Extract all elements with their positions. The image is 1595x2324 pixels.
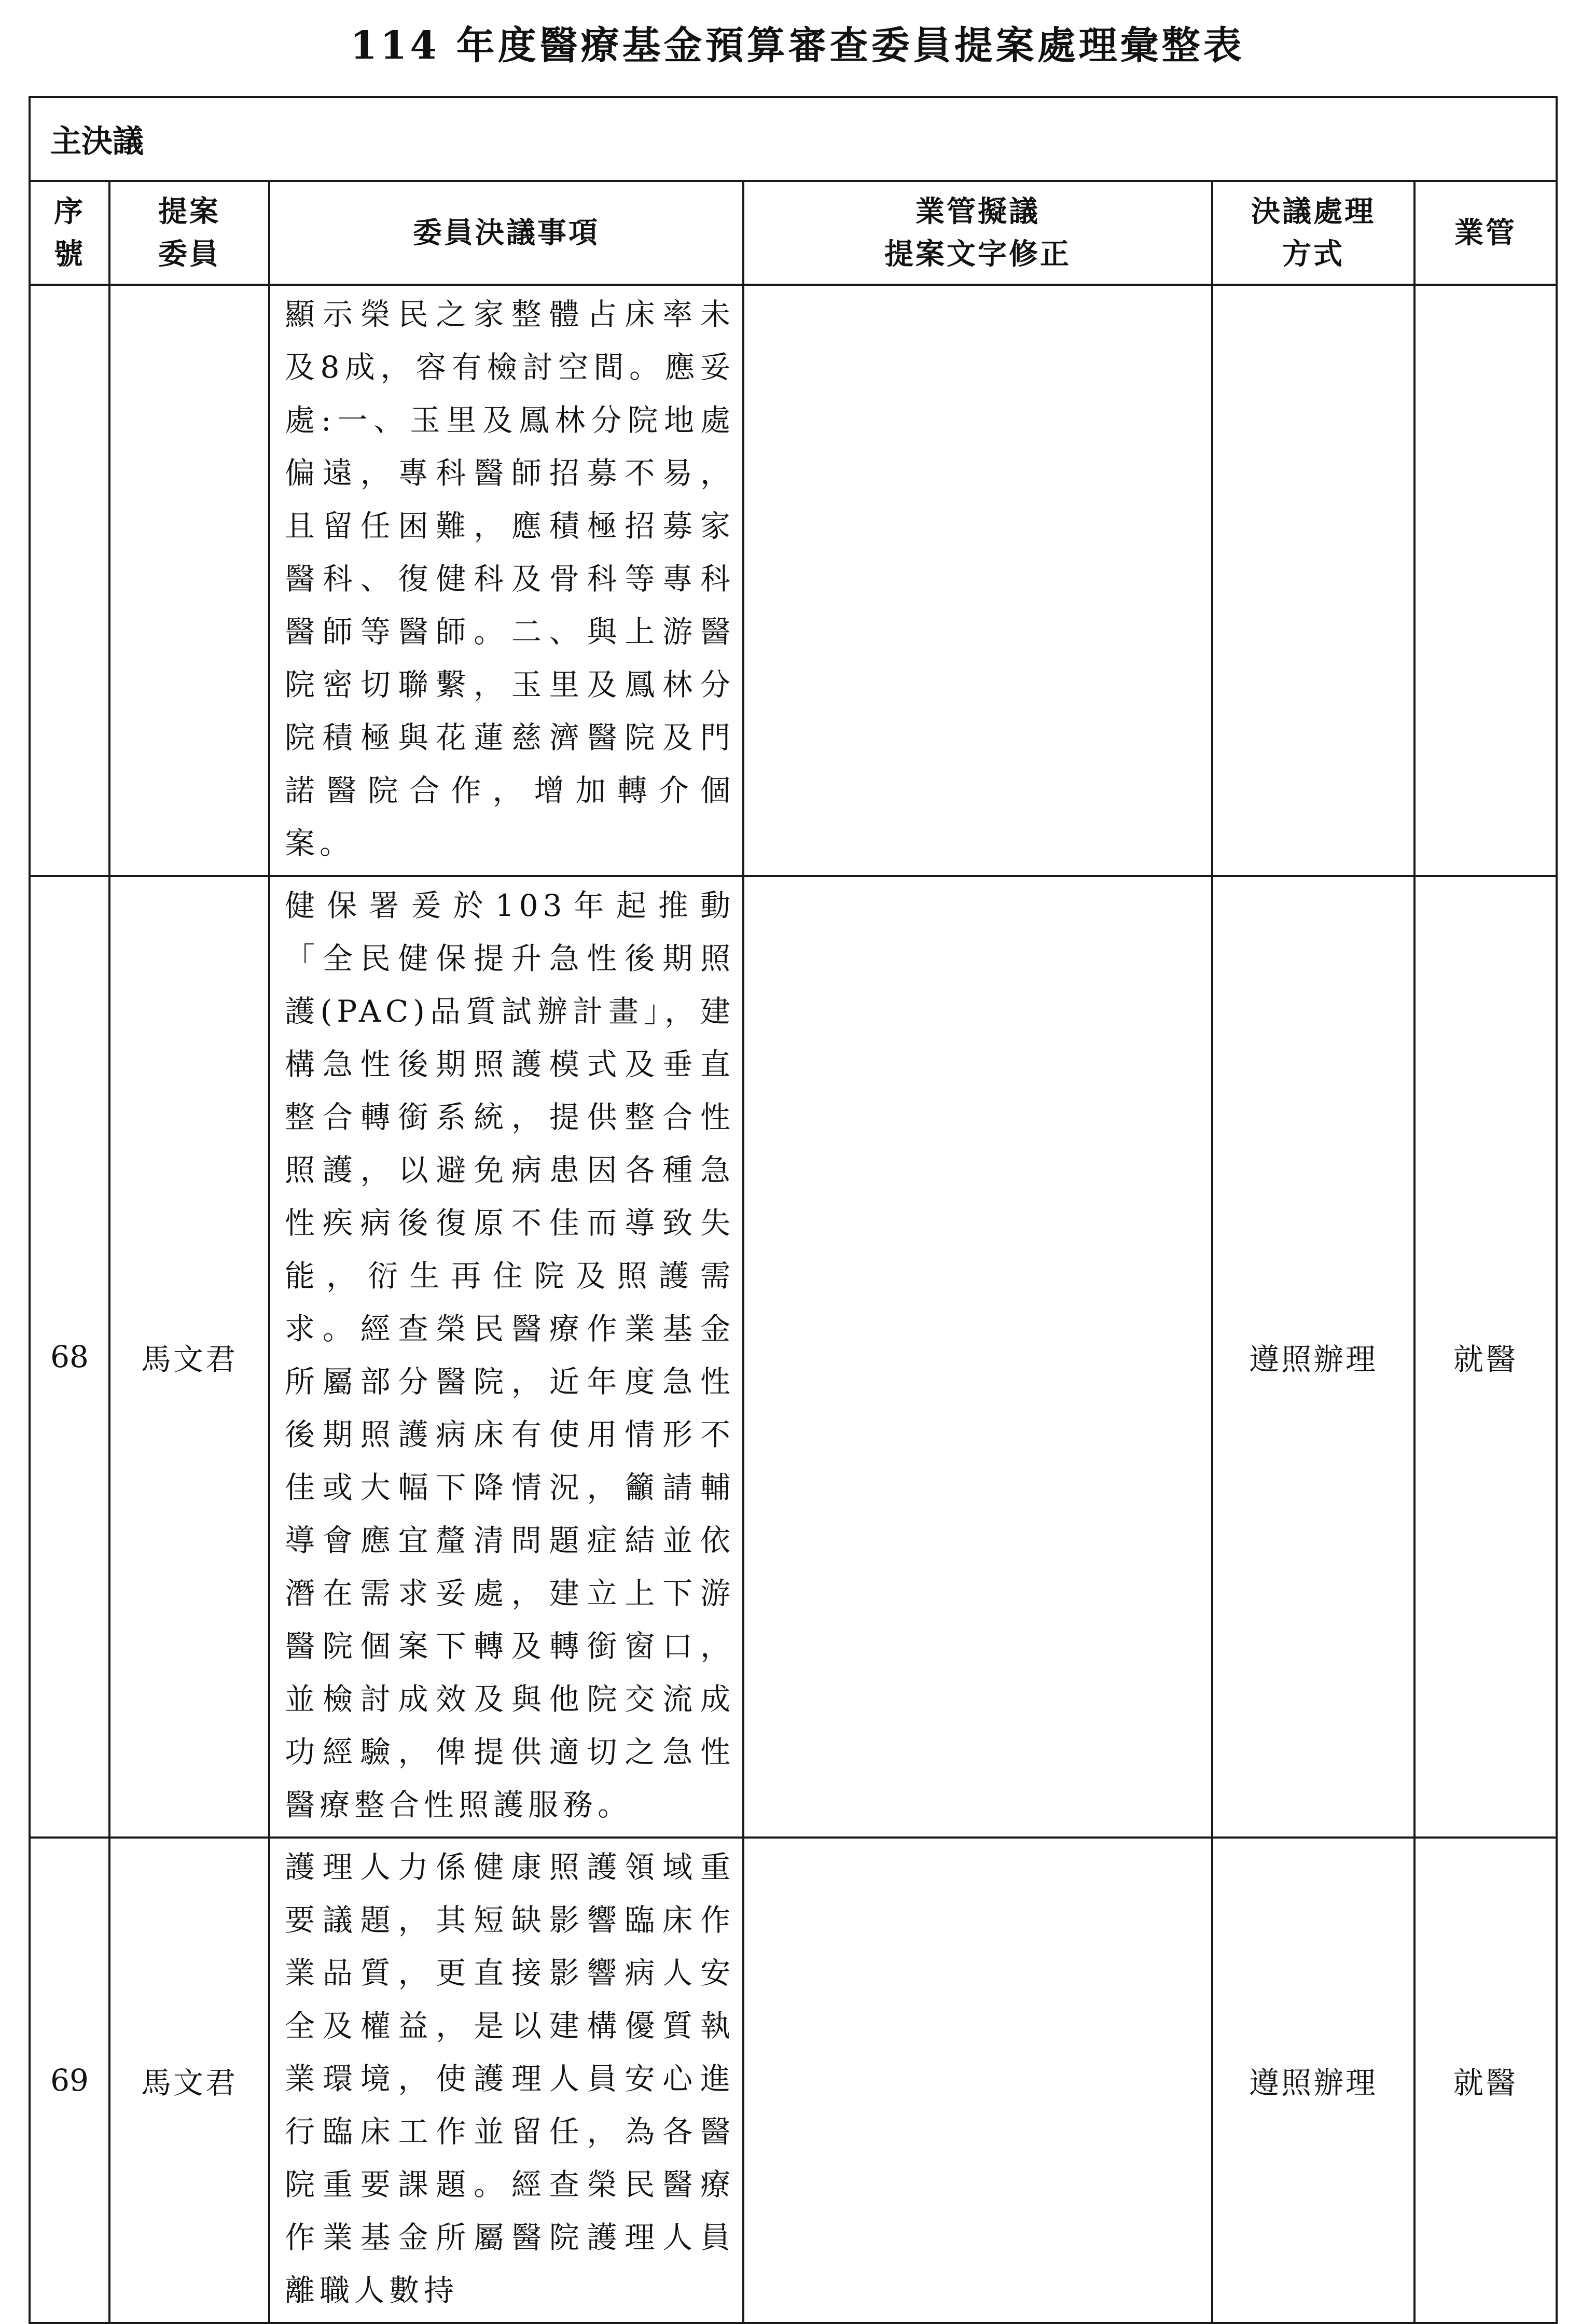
section-row [30,97,1557,181]
header-resolution: 委員決議事項 [269,181,743,285]
row-owner [1414,285,1557,876]
row-resolution: 健保署爰於103年起推動「全民健保提升急性後期照護(PAC)品質試辦計畫」，建構急性後期照護模式及垂直整合轉銜系統，提供整合性照護，以避免病患因各種急性疾病後復原不佳而導致失能，衍生再住院及照護需求。經查榮民醫療作業基金所屬部分醫院，近年度急性後期照護病床有使用情形不佳或大幅下降情況，籲請輔導會應宜釐清問題症結並依潛在需求妥處，建立上下游醫院個案下轉及轉銜窗口，並檢討成效及與他院交流成功經驗，俾提供適切之急性醫療整合性照護服務。 [269,876,743,1838]
row-proposer: 馬文君 [109,1838,269,2323]
header-handling-line-1: 決議處理 [1251,194,1376,229]
document-title: 114 年度醫療基金預算審查委員提案處理彙整表 [350,23,1245,68]
row-handling [1212,285,1414,876]
table-row [30,1838,1557,2323]
row-handling: 遵照辦理 [1212,1838,1414,2323]
row-proposer: 馬文君 [109,876,269,1838]
header-proposer-line-2: 委員 [158,237,220,271]
header-suggestion [743,181,1212,285]
row-seq [30,285,109,876]
row-handling: 遵照辦理 [1212,876,1414,1838]
header-owner: 業管 [1414,181,1557,285]
header-seq [30,181,109,285]
header-row [30,181,1557,285]
header-suggestion-line-2: 提案文字修正 [884,237,1071,271]
row-suggestion [743,876,1212,1838]
header-proposer-line-1: 提案 [158,194,220,229]
row-seq: 68 [30,876,109,1838]
proposal-table [29,96,1558,2324]
section-title: 主決議 [30,97,1557,181]
header-suggestion-line-1: 業管擬議 [916,194,1040,229]
row-proposer [109,285,269,876]
header-seq-line-2: 號 [54,237,85,271]
table-row [30,876,1557,1838]
table-row [30,285,1557,876]
header-proposer [109,181,269,285]
row-resolution: 護理人力係健康照護領域重要議題，其短缺影響臨床作業品質，更直接影響病人安全及權益，是以建構優質執業環境，使護理人員安心進行臨床工作並留任，為各醫院重要課題。經查榮民醫療作業基金所屬醫院護理人員離職人數持 [269,1838,743,2323]
header-handling-line-2: 方式 [1282,237,1344,271]
row-suggestion [743,1838,1212,2323]
row-resolution: 顯示榮民之家整體占床率未及8成，容有檢討空間。應妥處:一、玉里及鳳林分院地處偏遠，專科醫師招募不易，且留任困難，應積極招募家醫科、復健科及骨科等專科醫師等醫師。二、與上游醫院密切聯繫，玉里及鳳林分院積極與花蓮慈濟醫院及門諾醫院合作，增加轉介個案。 [269,285,743,876]
row-owner: 就醫 [1414,876,1557,1838]
row-owner: 就醫 [1414,1838,1557,2323]
header-seq-line-1: 序 [54,194,85,229]
header-handling [1212,181,1414,285]
row-seq: 69 [30,1838,109,2323]
row-suggestion [743,285,1212,876]
